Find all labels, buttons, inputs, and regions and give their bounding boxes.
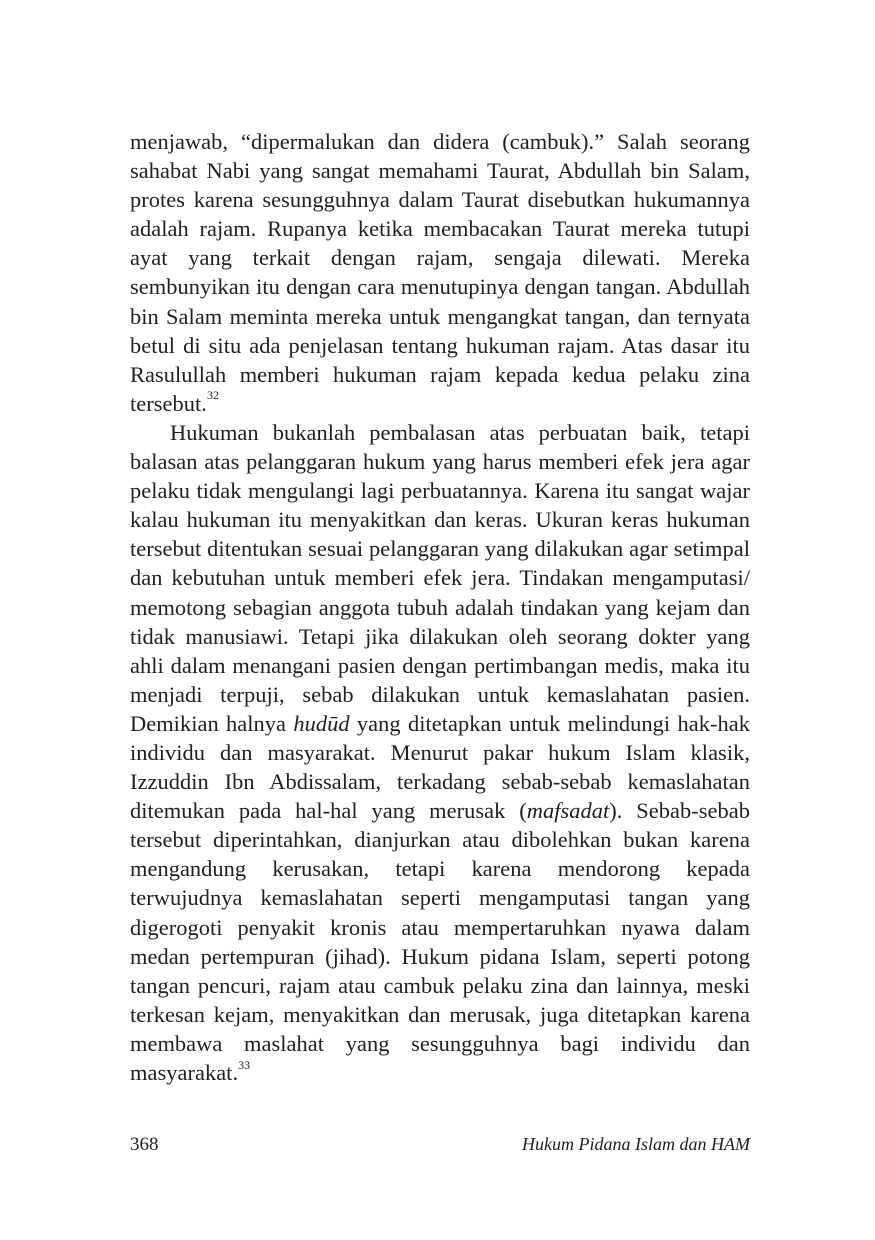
paragraph-2-text-c: ). Sebab-sebab tersebut diperintahkan, dianjurkan atau dibolehkan bukan karena mengandung kerusakan, tetapi karena mendorong kepada terwujudnya kemaslahatan seperti mengamputasi tangan yang digerogoti penyakit kronis atau mempertaruhkan nyawa dalam medan pertempuran (jihad). Hukum pidana Islam, seperti potong tangan pencuri, rajam atau cambuk pelaku zina dan lainnya, meski terkesan kejam, menyakitkan dan merusak, juga ditetapkan karena membawa maslahat yang sesungguhnya bagi individu dan masyarakat.	[130, 798, 750, 1085]
paragraph-2-text-b: yang ditetapkan untuk melindungi hak-hak individu dan masyarakat. Menurut pakar hukum Islam klasik, Izzuddin Ibn Abdissalam, terkadang sebab-sebab kemaslahatan ditemukan pada hal-hal yang merusak (	[130, 710, 750, 824]
term-mafsadat: mafsadat	[526, 798, 610, 824]
paragraph-2	[130, 418, 750, 1087]
paragraph-2-text-a: Hukuman bukanlah pembalasan atas perbuatan baik, tetapi balasan atas pelanggaran hukum yang harus memberi efek jera agar pelaku tidak mengulangi lagi perbuatannya. Karena itu sangat wajar kalau hukuman itu menyakitkan dan keras. Ukuran keras hukuman tersebut ditentukan sesuai pelanggaran yang dilakukan agar setimpal dan kebutuhan untuk memberi efek jera. Tindakan mengamputasi/ memotong sebagian anggota tubuh adalah tindakan yang kejam dan tidak manusiawi. Tetapi jika dilakukan oleh seorang dokter yang ahli dalam menangani pasien dengan pertimbangan medis, maka itu menjadi terpuji, sebab dilakukan untuk kemaslahatan pasien. Demikian halnya	[130, 419, 750, 736]
page-footer	[130, 1134, 750, 1164]
running-title: Hukum Pidana Islam dan HAM	[522, 1134, 750, 1154]
term-hudud: hudūd	[293, 710, 350, 736]
footnote-ref-32: 32	[206, 388, 220, 403]
body-text	[130, 127, 750, 1087]
paragraph-1	[130, 127, 750, 418]
page-number: 368	[130, 1134, 159, 1155]
paragraph-1-text: menjawab, “dipermalukan dan didera (cambuk).” Salah seorang sahabat Nabi yang sangat memahami Taurat, Abdullah bin Salam, protes karena sesungguhnya dalam Taurat disebutkan hukumannya adalah rajam. Rupanya ketika membacakan Taurat mereka tutupi ayat yang terkait dengan rajam, sengaja dilewati. Mereka sembunyikan itu dengan cara menutupinya dengan tangan. Abdullah bin Salam meminta mereka untuk mengangkat tangan, dan ternyata betul di situ ada penjelasan tentang hukuman rajam. Atas dasar itu Rasulullah memberi hukuman rajam kepada kedua pelaku zina tersebut.	[130, 129, 750, 416]
footnote-ref-33: 33	[238, 1057, 251, 1072]
